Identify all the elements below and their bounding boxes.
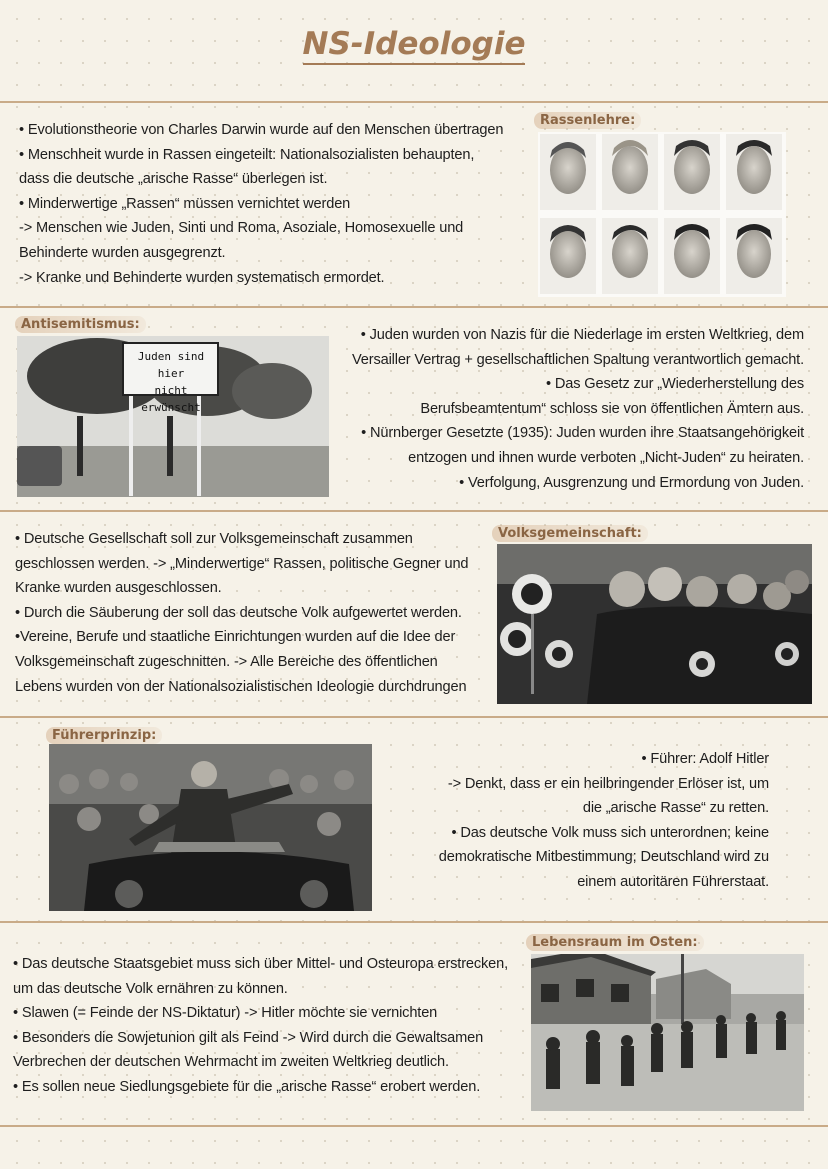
section-divider [0,921,828,923]
volksgemeinschaft-label: Volksgemeinschaft: [492,525,648,542]
text-line: • Durch die Säuberung der soll das deutsche Volk aufgewertet werden. [15,604,462,621]
text-line: • Führer: Adolf Hitler [641,751,769,767]
text-line: -> Denkt, dass er ein heilbringender Erlöser ist, um [447,775,769,792]
sign-line: Juden sind hier [137,350,205,380]
faces-grid-graphic [538,132,786,297]
antisemitismus-label: Antisemitismus: [15,316,146,333]
text-line: Lebens wurden von der Nationalsozialistischen Ideologie durchdrungen [15,678,467,695]
text-line: • Das deutsche Volk muss sich unterordnen; keine [451,824,769,841]
section-divider [0,1125,828,1127]
section-divider [0,716,828,718]
hitler-car-crowd-image [49,744,372,911]
text-line: • Es sollen neue Siedlungsgebiete für die „arische Rasse“ erobert werden. [13,1078,481,1095]
text-line: Volksgemeinschaft zugeschnitten. -> Alle Bereiche des öffentlichen [15,653,438,670]
text-line: • Juden wurden von Nazis für die Niederlage im ersten Weltkrieg, dem [360,327,804,343]
soldiers-village-image [531,954,804,1111]
crowd-photo-graphic [497,544,812,704]
text-line: • Minderwertige „Rassen“ müssen vernichtet werden [19,195,351,212]
rassenlehre-label: Rassenlehre: [534,112,641,129]
text-line: entzogen und ihnen wurde verboten „Nicht-Juden“ zu heiraten. [408,449,804,466]
text-line: Versailler Vertrag + gesellschaftlichen Spaltung verantwortlich gemacht. [352,351,804,368]
text-line: • Verfolgung, Ausgrenzung und Ermordung von Juden. [459,474,804,491]
text-line: um das deutsche Volk ernähren zu können. [13,980,288,997]
text-line: -> Kranke und Behinderte wurden systematisch ermordet. [19,269,385,286]
antisemitismus-text [352,323,804,495]
text-line: • Das deutsche Staatsgebiet muss sich über Mittel- und Osteuropa erstrecken, [13,956,509,972]
text-line: Verbrechen der deutschen Wehrmacht im zweiten Weltkrieg deutlich. [13,1054,449,1071]
crowd-with-flags-image [497,544,812,704]
fuehrerprinzip-text [439,747,769,895]
text-line: • Nürnberger Gesetzte (1935): Juden wurden ihre Staatsangehörigkeit [361,425,804,442]
sign-text [125,348,217,416]
text-line: • Evolutionstheorie von Charles Darwin wurde auf den Menschen übertragen [19,122,504,138]
text-line: • Deutsche Gesellschaft soll zur Volksgemeinschaft zusammen [15,531,413,547]
racial-faces-chart-image [538,132,786,297]
rassenlehre-text [19,118,503,290]
text-line: • Besonders die Sowjetunion gilt als Feind -> Wird durch die Gewaltsamen [13,1029,484,1046]
section-divider [0,101,828,103]
text-line: die „arische Rasse“ zu retten. [582,800,769,817]
lebensraum-label: Lebensraum im Osten: [526,934,704,951]
text-line: • Das Gesetz zur „Wiederherstellung des [546,376,804,393]
antisemitic-sign-image [17,336,329,497]
sign-line: nicht erwünscht [141,384,201,414]
text-line: •Vereine, Berufe und staatliche Einrichtungen wurden auf die Idee der [15,629,456,646]
text-line: Kranke wurden ausgeschlossen. [15,580,222,597]
text-line: Behinderte wurden ausgegrenzt. [19,244,226,261]
text-line: einem autoritären Führerstaat. [577,873,769,890]
fuehrer-photo-graphic [49,744,372,911]
text-line: • Slawen (= Feinde der NS-Diktatur) -> Hitler möchte sie vernichten [13,1005,438,1022]
text-line: dass die deutsche „arische Rasse“ überlegen ist. [19,171,328,188]
text-line: demokratische Mitbestimmung; Deutschland wird zu [438,849,769,866]
section-divider [0,306,828,308]
volksgemeinschaft-text [15,527,468,699]
text-line: -> Menschen wie Juden, Sinti und Roma, Asoziale, Homosexuelle und [19,220,464,237]
fuehrerprinzip-label: Führerprinzip: [46,727,162,744]
text-line: geschlossen werden. -> „Minderwertige“ Rassen, politische Gegner und [15,555,469,572]
text-line: • Menschheit wurde in Rassen eingeteilt: Nationalsozialisten behaupten, [19,146,475,163]
section-divider [0,510,828,512]
page-title: NS-Ideologie [0,26,828,62]
lebensraum-text [13,952,508,1100]
text-line: Berufsbeamtentum“ schloss sie von öffentlichen Ämtern aus. [420,400,804,417]
village-photo-graphic [531,954,804,1111]
